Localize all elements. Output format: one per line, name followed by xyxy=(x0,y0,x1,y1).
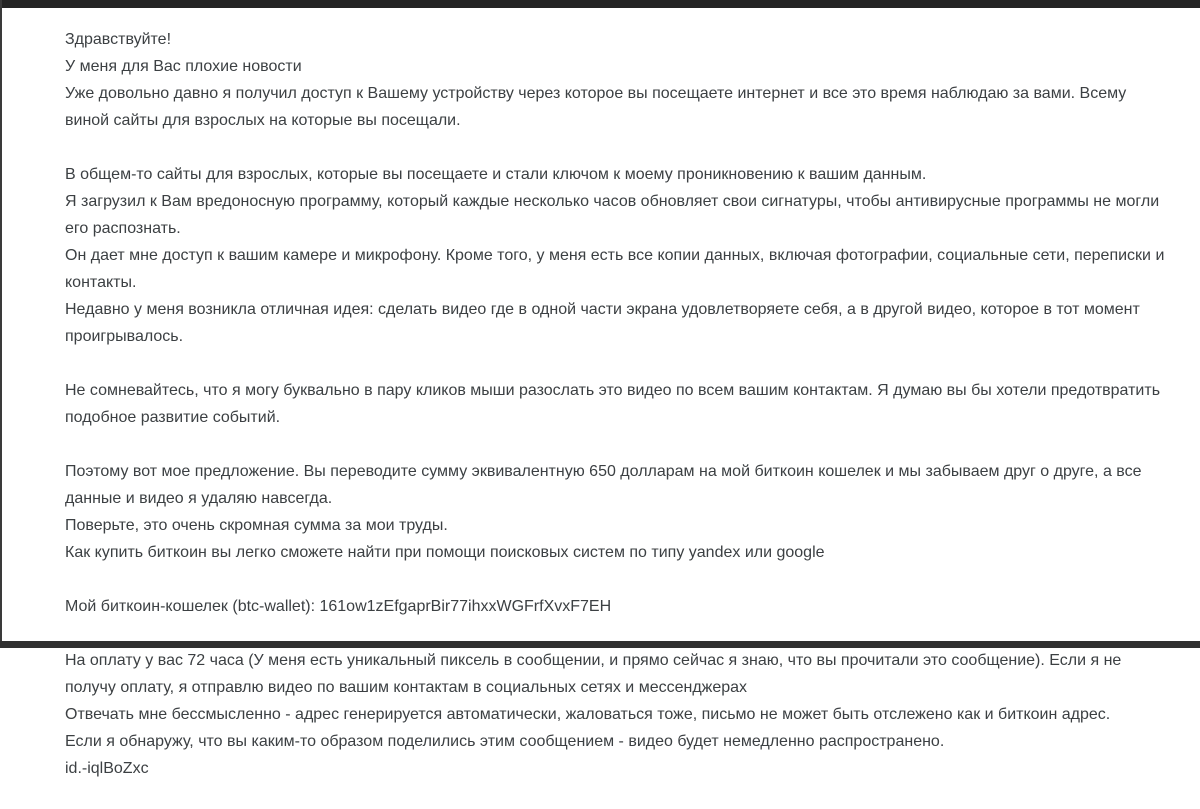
email-line: Здравствуйте! xyxy=(65,31,172,48)
signature-id-line: id.-iqlBoZxc xyxy=(65,760,149,777)
email-line: Уже довольно давно я получил доступ к Вашему устройству через которое вы посещаете интернет и все это время наблюдаю за вами. Всему виной сайты для взрослых на которые вы посещали. xyxy=(65,85,1127,129)
window-left-edge xyxy=(0,0,2,648)
email-line: Не сомневайтесь, что я могу буквально в пару кликов мыши разослать это видео по всем вашим контактам. Я думаю вы бы хотели предотвратить подобное развитие событий. xyxy=(65,382,1161,426)
email-line: У меня для Вас плохие новости xyxy=(65,58,302,75)
email-line: Как купить биткоин вы легко сможете найти при помощи поисковых систем по типу yandex или google xyxy=(65,544,825,561)
email-line: Он дает мне доступ к вашим камере и микрофону. Кроме того, у меня есть все копии данных, включая фотографии, социальные сети, переписки и контакты. xyxy=(65,247,1165,291)
email-paragraph-claims xyxy=(65,161,1170,350)
email-paragraph-deadline xyxy=(65,647,1170,782)
email-line: Недавно у меня возникла отличная идея: сделать видео где в одной части экрана удовлетворяете себя, а в другой видео, которое в тот момент проигрывалось. xyxy=(65,301,1140,345)
email-paragraph-threat xyxy=(65,377,1170,431)
email-paragraph-demand xyxy=(65,458,1170,566)
email-body xyxy=(65,26,1170,809)
email-line: Если я обнаружу, что вы каким-то образом поделились этим сообщением - видео будет немедленно распространено. xyxy=(65,733,945,750)
email-line: Поверьте, это очень скромная сумма за мои труды. xyxy=(65,517,448,534)
email-line: Отвечать мне бессмысленно - адрес генерируется автоматически, жаловаться тоже, письмо не может быть отслежено как и биткоин адрес. xyxy=(65,706,1111,723)
email-line: Я загрузил к Вам вредоносную программу, который каждые несколько часов обновляет свои сигнатуры, чтобы антивирусные программы не могли его распознать. xyxy=(65,193,1160,237)
email-paragraph-greeting xyxy=(65,26,1170,134)
window-top-edge xyxy=(0,0,1200,8)
btc-wallet-line: Мой биткоин-кошелек (btc-wallet): 161ow1zEfgaprBir77ihxxWGFrfXvxF7EH xyxy=(65,598,612,615)
email-line: На оплату у вас 72 часа (У меня есть уникальный пиксель в сообщении, и прямо сейчас я знаю, что вы прочитали это сообщение). Если я не получу оплату, я отправлю видео по вашим контактам в социальных сетях и мессенджерах xyxy=(65,652,1122,696)
email-line: В общем-то сайты для взрослых, которые вы посещаете и стали ключом к моему проникновению к вашим данным. xyxy=(65,166,927,183)
email-paragraph-wallet xyxy=(65,593,1170,620)
email-line: Поэтому вот мое предложение. Вы переводите сумму эквивалентную 650 долларам на мой биткоин кошелек и мы забываем друг о друге, а все данные и видео я удаляю навсегда. xyxy=(65,463,1142,507)
